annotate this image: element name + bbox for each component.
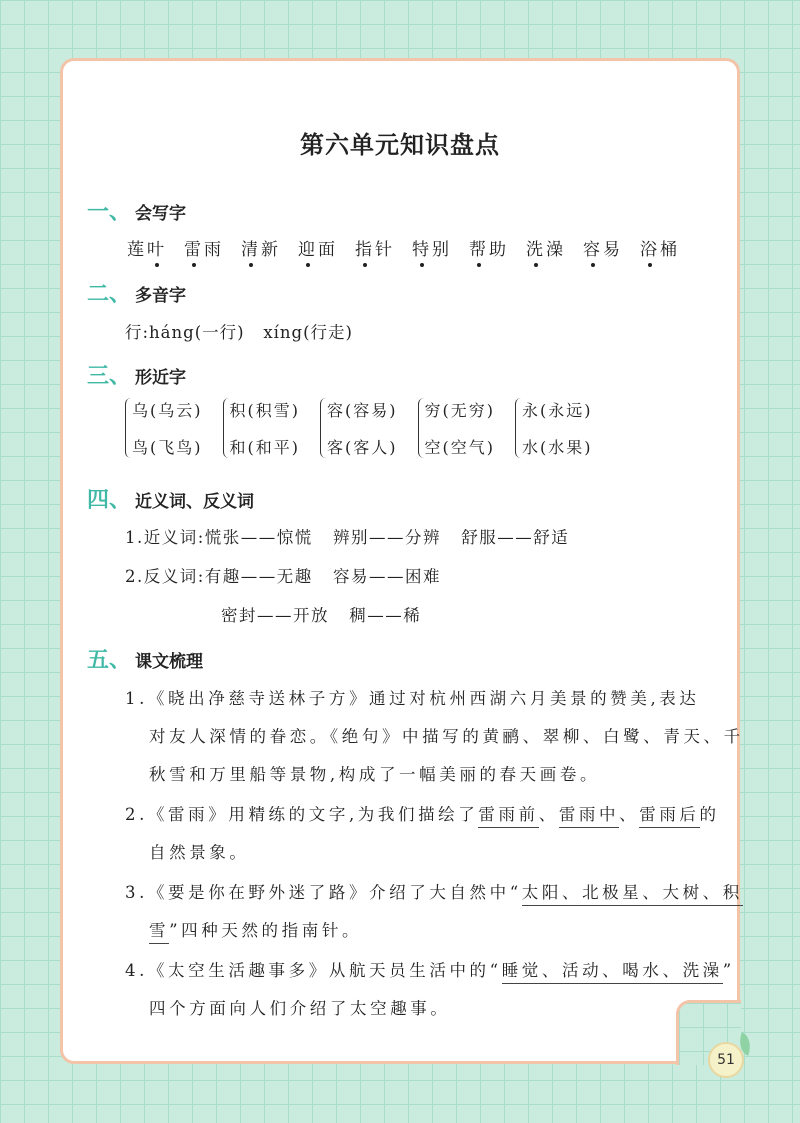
review-4-line-2: 四个方面向人们介绍了太空趣事。 — [149, 999, 451, 1018]
underlined-term: 雷雨前 — [478, 805, 538, 828]
write-word: 容易 — [583, 235, 623, 260]
write-words-row — [127, 235, 680, 260]
section-2-header — [87, 277, 186, 308]
write-word: 浴桶 — [640, 235, 680, 260]
antonyms-line-1: 2.反义词:有趣——无趣 容易——困难 — [125, 567, 442, 586]
review-2-line-2: 自然景象。 — [149, 843, 250, 862]
review-2-line-1: 2.《雷雨》用精练的文字,为我们描绘了雷雨前、雷雨中、雷雨后的 — [125, 801, 720, 825]
write-word: 指针 — [355, 235, 395, 260]
write-word: 洗澡 — [526, 235, 566, 260]
synonyms-line: 1.近义词:慌张——惊慌 辨别——分辨 舒服——舒适 — [125, 528, 570, 547]
similar-pair — [515, 398, 593, 458]
section-title: 课文梳理 — [135, 652, 204, 672]
pair-top: 积(积雪) — [229, 401, 300, 420]
similar-pair — [320, 398, 398, 458]
section-1-header — [87, 195, 186, 226]
underlined-term: 雪 — [149, 921, 169, 944]
pair-bottom: 和(和平) — [229, 438, 300, 457]
section-3-header — [87, 359, 186, 390]
underlined-term: 睡觉、活动、喝水、洗澡 — [502, 961, 723, 984]
section-number: 五、 — [87, 648, 132, 673]
section-title: 多音字 — [135, 286, 187, 306]
write-word: 帮助 — [469, 235, 509, 260]
underlined-term: 雷雨中 — [559, 805, 619, 828]
section-number: 三、 — [87, 364, 132, 389]
pair-top: 穷(无穷) — [424, 401, 495, 420]
write-word: 清新 — [241, 235, 281, 260]
write-word: 雷雨 — [184, 235, 224, 260]
antonyms-line-2: 密封——开放 稠——稀 — [221, 606, 422, 625]
worksheet-page — [60, 58, 744, 1064]
review-4-line-1: 4.《太空生活趣事多》从航天员生活中的“睡觉、活动、喝水、洗澡” — [125, 957, 735, 981]
review-1-line-1: 1.《晓出净慈寺送林子方》通过对杭州西湖六月美景的赞美,表达 — [125, 689, 700, 708]
section-title: 形近字 — [135, 368, 187, 388]
write-word: 莲叶 — [127, 235, 167, 260]
polyphone-line: 行:háng(一行) xíng(行走) — [125, 323, 353, 342]
review-1-line-3: 秋雪和万里船等景物,构成了一幅美丽的春天画卷。 — [149, 765, 601, 784]
section-number: 四、 — [87, 488, 132, 513]
pair-bottom: 水(水果) — [522, 438, 593, 457]
review-3-line-1: 3.《要是你在野外迷了路》介绍了大自然中“太阳、北极星、大树、积 — [125, 879, 743, 903]
page-number: 51 — [708, 1042, 744, 1078]
similar-pair — [125, 398, 203, 458]
section-title: 会写字 — [135, 204, 187, 224]
write-word: 特别 — [412, 235, 452, 260]
section-number: 一、 — [87, 200, 132, 225]
review-3-line-2: 雪”四种天然的指南针。 — [149, 917, 362, 941]
pair-top: 容(容易) — [327, 401, 398, 420]
underlined-term: 雷雨后 — [639, 805, 699, 828]
pair-bottom: 客(客人) — [327, 438, 398, 457]
section-5-header — [87, 643, 203, 674]
pair-bottom: 鸟(飞鸟) — [132, 438, 203, 457]
section-title: 近义词、反义词 — [135, 492, 255, 512]
page-title: 第六单元知识盘点 — [300, 131, 500, 159]
write-word: 迎面 — [298, 235, 338, 260]
review-1-line-2: 对友人深情的眷恋。《绝句》中描写的黄鹂、翠柳、白鹭、青天、千 — [149, 727, 744, 746]
section-4-header — [87, 483, 254, 514]
pair-top: 乌(乌云) — [132, 401, 203, 420]
similar-characters — [125, 398, 593, 458]
section-number: 二、 — [87, 282, 132, 307]
pair-bottom: 空(空气) — [424, 438, 495, 457]
similar-pair — [223, 398, 301, 458]
underlined-term: 太阳、北极星、大树、积 — [522, 883, 743, 906]
pair-top: 永(永远) — [522, 401, 593, 420]
similar-pair — [418, 398, 496, 458]
